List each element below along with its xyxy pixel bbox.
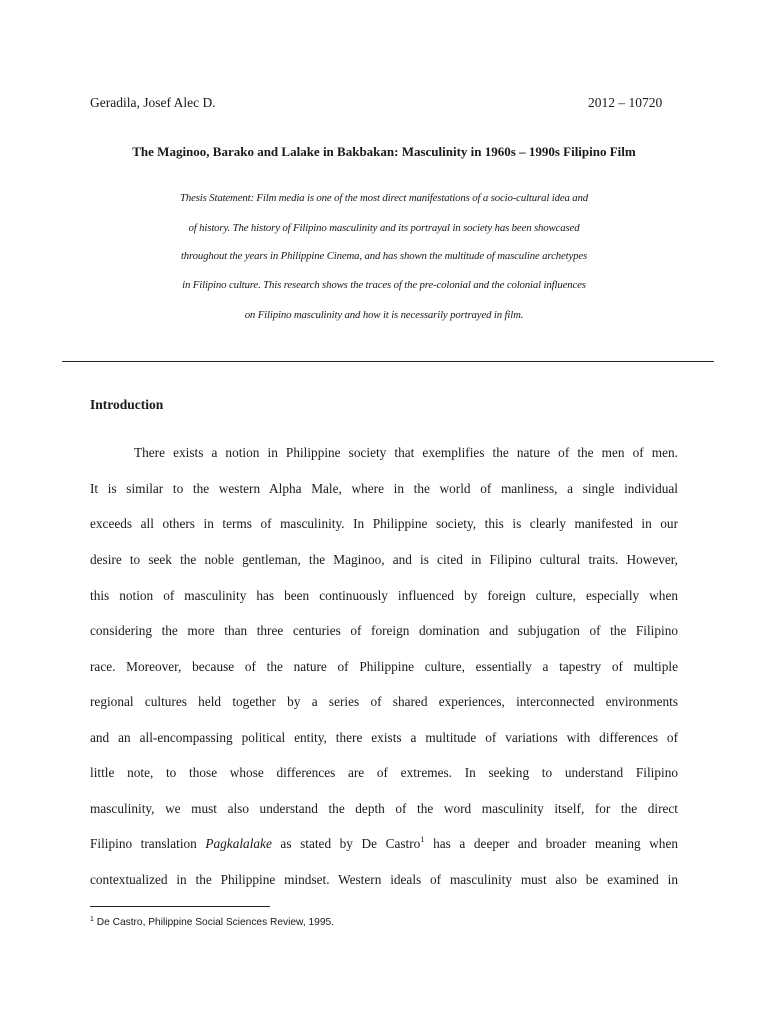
section-divider bbox=[62, 361, 714, 362]
body-text-line: There exists a notion in Philippine society that exemplifies the nature of the men of men. bbox=[134, 445, 678, 460]
body-text-line: considering the more than three centuries of foreign domination and subjugation of the Filipino bbox=[90, 623, 678, 638]
body-text-line: masculinity, we must also understand the depth of the word masculinity itself, for the direct bbox=[90, 801, 678, 816]
student-number: 2012 – 10720 bbox=[588, 95, 663, 110]
body-text-line: regional cultures held together by a series of shared experiences, interconnected environments bbox=[90, 694, 678, 709]
footnote-divider bbox=[90, 906, 270, 907]
author-name: Geradila, Josef Alec D. bbox=[90, 95, 216, 110]
footnote-mark: 1 bbox=[90, 916, 94, 923]
body-text-line-with-citation bbox=[90, 836, 678, 852]
body-text-line: desire to seek the noble gentleman, the Maginoo, and is cited in Filipino cultural traits. However, bbox=[90, 552, 678, 567]
body-text-segment: Filipino translation bbox=[90, 836, 206, 851]
body-text-line: exceeds all others in terms of masculinity. In Philippine society, this is clearly manifested in our bbox=[90, 516, 678, 531]
body-text-line: this notion of masculinity has been continuously influenced by foreign culture, especially when bbox=[90, 588, 678, 603]
thesis-line: Thesis Statement: Film media is one of the most direct manifestations of a socio-cultural idea and bbox=[179, 192, 589, 204]
italic-term: Pagkalalake bbox=[205, 836, 272, 851]
thesis-line: of history. The history of Filipino masculinity and its portrayal in society has been showcased bbox=[188, 222, 580, 234]
footnote-reference[interactable]: 1 bbox=[420, 834, 425, 844]
body-text-line: and an all-encompassing political entity, there exists a multitude of variations with differences of bbox=[90, 730, 678, 745]
thesis-line: on Filipino masculinity and how it is necessarily portrayed in film. bbox=[244, 309, 524, 321]
body-text-segment: as stated by De Castro bbox=[271, 836, 421, 851]
body-text-line: It is similar to the western Alpha Male, where in the world of manliness, a single individual bbox=[90, 481, 678, 496]
paper-title: The Maginoo, Barako and Lalake in Bakbakan: Masculinity in 1960s – 1990s Filipino Film bbox=[132, 144, 636, 159]
footnote-text: De Castro, Philippine Social Sciences Review, 1995. bbox=[93, 917, 335, 928]
body-text-segment: has a deeper and broader meaning when bbox=[424, 836, 678, 851]
section-heading-introduction: Introduction bbox=[90, 397, 164, 412]
body-text-line: contextualized in the Philippine mindset. Western ideals of masculinity must also be examined in bbox=[90, 872, 678, 887]
footnote bbox=[90, 917, 334, 928]
thesis-line: in Filipino culture. This research shows the traces of the pre-colonial and the colonial influences bbox=[182, 279, 586, 291]
body-text-line: little note, to those whose differences are of extremes. In seeking to understand Filipino bbox=[90, 765, 678, 780]
thesis-line: throughout the years in Philippine Cinema, and has shown the multitude of masculine archetypes bbox=[180, 250, 588, 262]
body-text-line: race. Moreover, because of the nature of Philippine culture, essentially a tapestry of multiple bbox=[90, 659, 678, 674]
